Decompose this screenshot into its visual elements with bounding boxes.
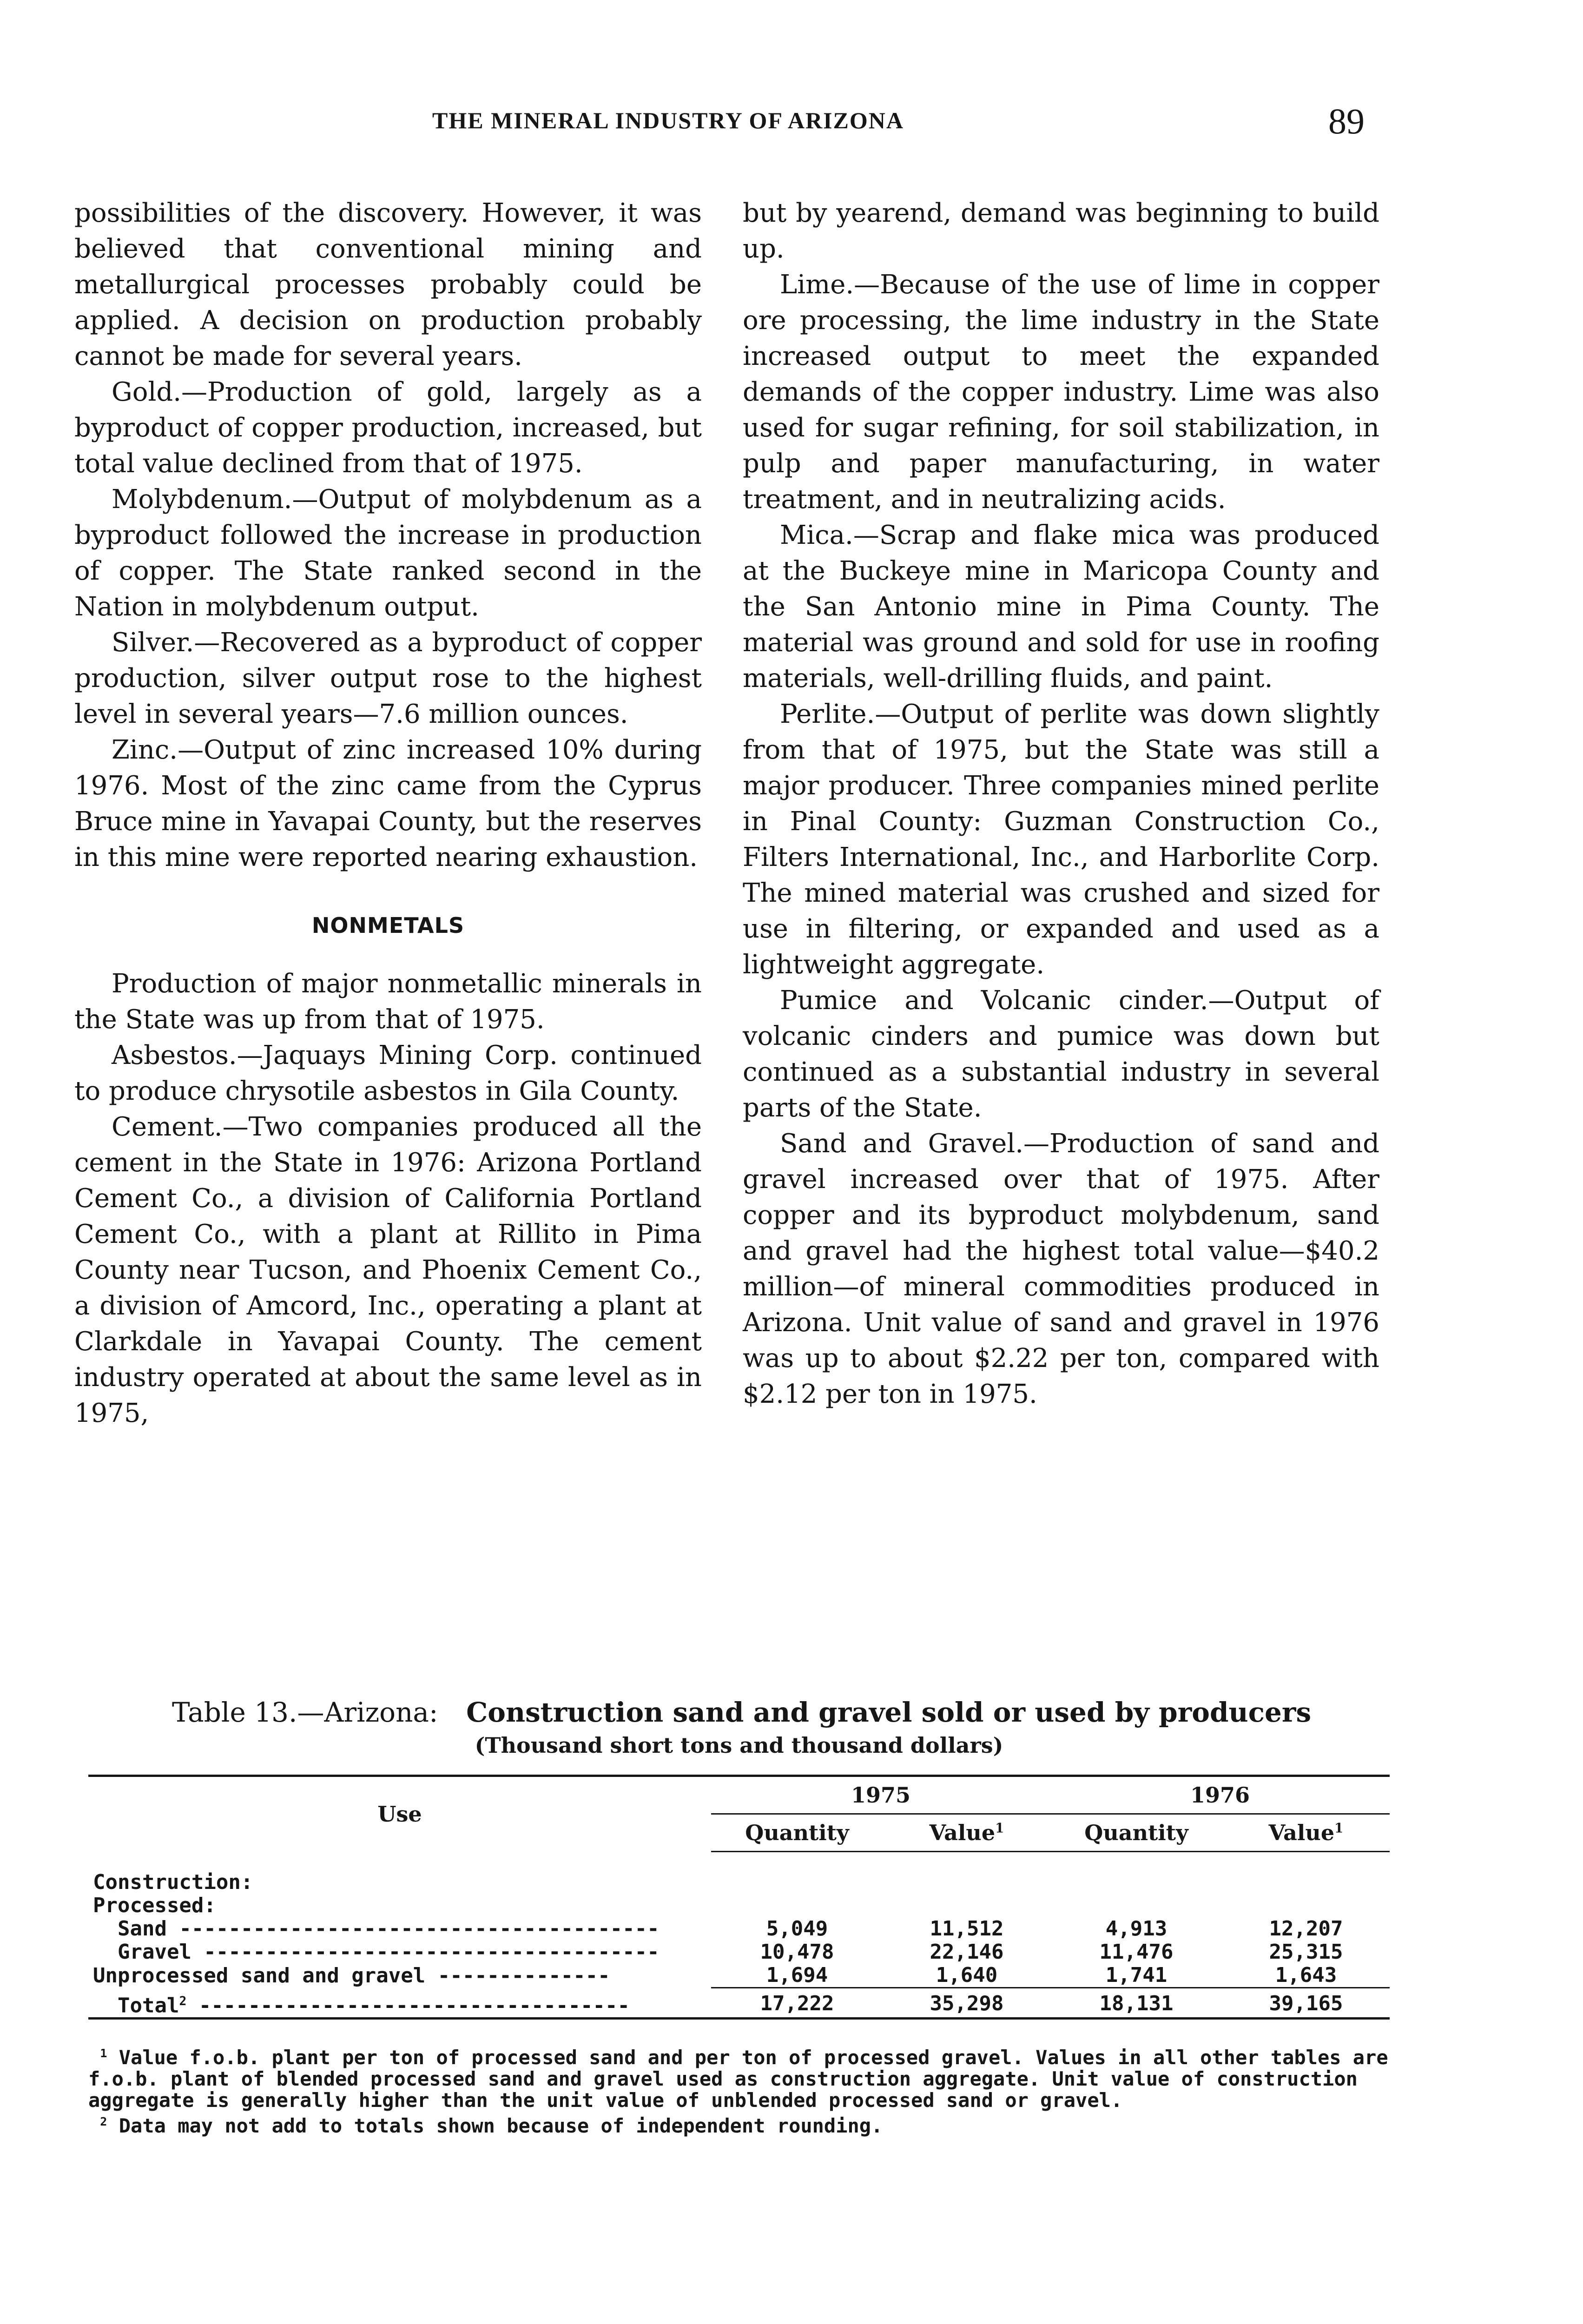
footnote: $^1$ Value f.o.b. plant per ton of processed sand and per ton of processed gravel. Values in all other tables are f.o.b. plant of blended processed sand and gravel used as construction aggregate. Unit value of construction aggregate is generally higher than the unit value of unblended processed sand or gravel. [88,2046,1388,2112]
cell: 11,512 [930,1917,1004,1941]
paragraph-text: —Output of volcanic cinders and pumice was down but continued as a substantial industry in several parts of the State. [743,985,1379,1123]
page-number: 89 [1328,101,1365,141]
cell: 35,298 [883,1988,1050,2019]
cell: 4,913 [1105,1917,1167,1941]
paragraph-lime [743,267,1379,517]
paragraph-gold [74,374,702,482]
paragraph-text: —Output of perlite was down slightly from that of 1975, but the State was still a major producer. Three companies mined perlite in Pinal County: Guzman Construction Co., Filters International, Inc., and Harborlite Corp. The mined material was crushed and sized for use in filtering, or expanded and used as a lightweight aggregate. [743,699,1379,980]
cell: 11,476 [1099,1940,1174,1964]
paragraph-text: —Recovered as a byproduct of copper production, silver output rose to the highest level in several years—7.6 million ounces. [74,627,702,729]
paragraph-text: —Output of zinc increased 10% during 1976. Most of the zinc came from the Cyprus Bruce mine in Yavapai County, but the reserves in this mine were reported nearing exhaustion. [74,735,702,872]
data-table [88,1775,1390,2024]
cell: 1,694 [766,1963,828,1987]
paragraph: but by yearend, demand was beginning to build up. [743,198,1379,264]
paragraph-text: —Scrap and flake mica was produced at the Buckeye mine in Maricopa County and the San Antonio mine in Pima County. The material was ground and sold for use in roofing materials, well-drilling fluids, and paint. [743,520,1379,693]
row-label: Construction: [93,1870,253,1894]
row-label: Processed: [93,1894,216,1917]
paragraph-text: —Production of sand and gravel increased over that of 1975. After copper and its byproduct molybdenum, sand and gravel had the highest total value—$40.2 million—of mineral commodities produced in Arizona. Unit value of sand and gravel in 1976 was up to about $2.22 per ton, compared with $2.12 per ton in 1975. [743,1129,1379,1409]
table-footnotes [88,2043,1390,2137]
left-column [74,195,702,1431]
table-row [88,1941,1390,1964]
row-label: Gravel ------------------------------------- [117,1940,660,1964]
paragraph-pumice [743,983,1379,1126]
cell: 18,131 [1050,1988,1222,2019]
column-header-year: 1976 [1050,1776,1390,1814]
runin-heading: Gold. [112,377,182,407]
runin-heading: Perlite. [780,699,875,729]
cell: 1,640 [936,1963,998,1987]
row-label: Total$^2$ ----------------------------------- [117,1994,630,2018]
cell: 25,315 [1269,1940,1343,1964]
runin-heading: Mica. [780,520,853,550]
paragraph: possibilities of the discovery. However, it was believed that conventional mining and metallurgical processes probably could be applied. A decision on production probably cannot be made for several years. [74,198,702,371]
cell: 1,741 [1105,1963,1167,1987]
running-head [0,101,1583,144]
paragraph-asbestos [74,1037,702,1109]
paragraph-sand-gravel [743,1126,1379,1412]
table-row [88,1917,1390,1941]
paragraph-perlite [743,696,1379,983]
paragraph-text: —Two companies produced all the cement in the State in 1976: Arizona Portland Cement Co., a division of California Portland Cement Co., with a plant at Rillito in Pima County near Tucson, and Phoenix Cement Co., a division of Amcord, Inc., operating a plant at Clarkdale in Yavapai County. The cement industry operated at about the same level as in 1975, [74,1112,702,1428]
paragraph-text: —Jaquays Mining Corp. continued to produce chrysotile asbestos in Gila County. [74,1040,702,1106]
cell: 39,165 [1222,1988,1390,2019]
cell: 5,049 [766,1917,828,1941]
cell: 10,478 [760,1940,834,1964]
footnote: $^2$ Data may not add to totals shown because of independent rounding. [100,2114,883,2138]
table-title [88,1697,1390,1728]
cell: 17,222 [711,1988,883,2019]
cell: 22,146 [930,1940,1004,1964]
table-number: Table 13.—Arizona: [172,1697,438,1728]
paragraph-text: —Production of gold, largely as a byproduct of copper production, increased, but total value declined from that of 1975. [74,377,702,479]
table-block [88,1697,1390,2137]
row-label: Sand --------------------------------------- [117,1917,660,1941]
section-heading: NONMETALS [311,913,465,938]
table-total-row [88,1988,1390,2019]
paragraph-molybdenum [74,482,702,625]
paragraph-cement [74,1109,702,1431]
cell: 12,207 [1269,1917,1343,1941]
paragraph-text: —Because of the use of lime in copper ore processing, the lime industry in the State increased output to meet the expanded demands of the copper industry. Lime was also used for sugar refining, for soil stabilization, in pulp and paper manufacturing, in water treatment, and in neutralizing acids. [743,270,1379,515]
paragraph-silver [74,625,702,732]
runin-heading: Asbestos. [112,1040,237,1070]
row-label: Unprocessed sand and gravel -------------- [93,1963,610,1987]
right-column [743,195,1379,1412]
table-subtitle: (Thousand short tons and thousand dollars) [475,1733,1003,1758]
runin-heading: Cement. [112,1112,223,1142]
column-header-use: Use [88,1776,711,1852]
runin-heading: Sand and Gravel. [780,1129,1024,1159]
table-caption: Construction sand and gravel sold or used by producers [466,1697,1312,1728]
paragraph-mica [743,517,1379,696]
column-header-quantity: Quantity [711,1814,883,1852]
column-header-year: 1975 [711,1776,1050,1814]
running-title: THE MINERAL INDUSTRY OF ARIZONA [432,107,904,133]
column-header-value: Value$^1$ [1222,1814,1390,1852]
runin-heading: Silver. [112,627,194,658]
table-row [88,1964,1390,1988]
runin-heading: Zinc. [112,735,178,765]
column-header-quantity: Quantity [1050,1814,1222,1852]
paragraph-text: —Output of molybdenum as a byproduct followed the increase in production of copper. The State ranked second in the Nation in molybdenum output. [74,484,702,622]
paragraph-nonmetals: Production of major nonmetallic minerals in the State was up from that of 1975. [74,969,702,1035]
paragraph-zinc [74,732,702,875]
column-header-value: Value$^1$ [883,1814,1050,1852]
runin-heading: Lime. [780,270,854,300]
table-group-row [88,1871,1390,1894]
cell: 1,643 [1275,1963,1337,1987]
table-group-row [88,1894,1390,1917]
runin-heading: Pumice and Volcanic cinder. [780,985,1208,1016]
runin-heading: Molybdenum. [112,484,292,515]
